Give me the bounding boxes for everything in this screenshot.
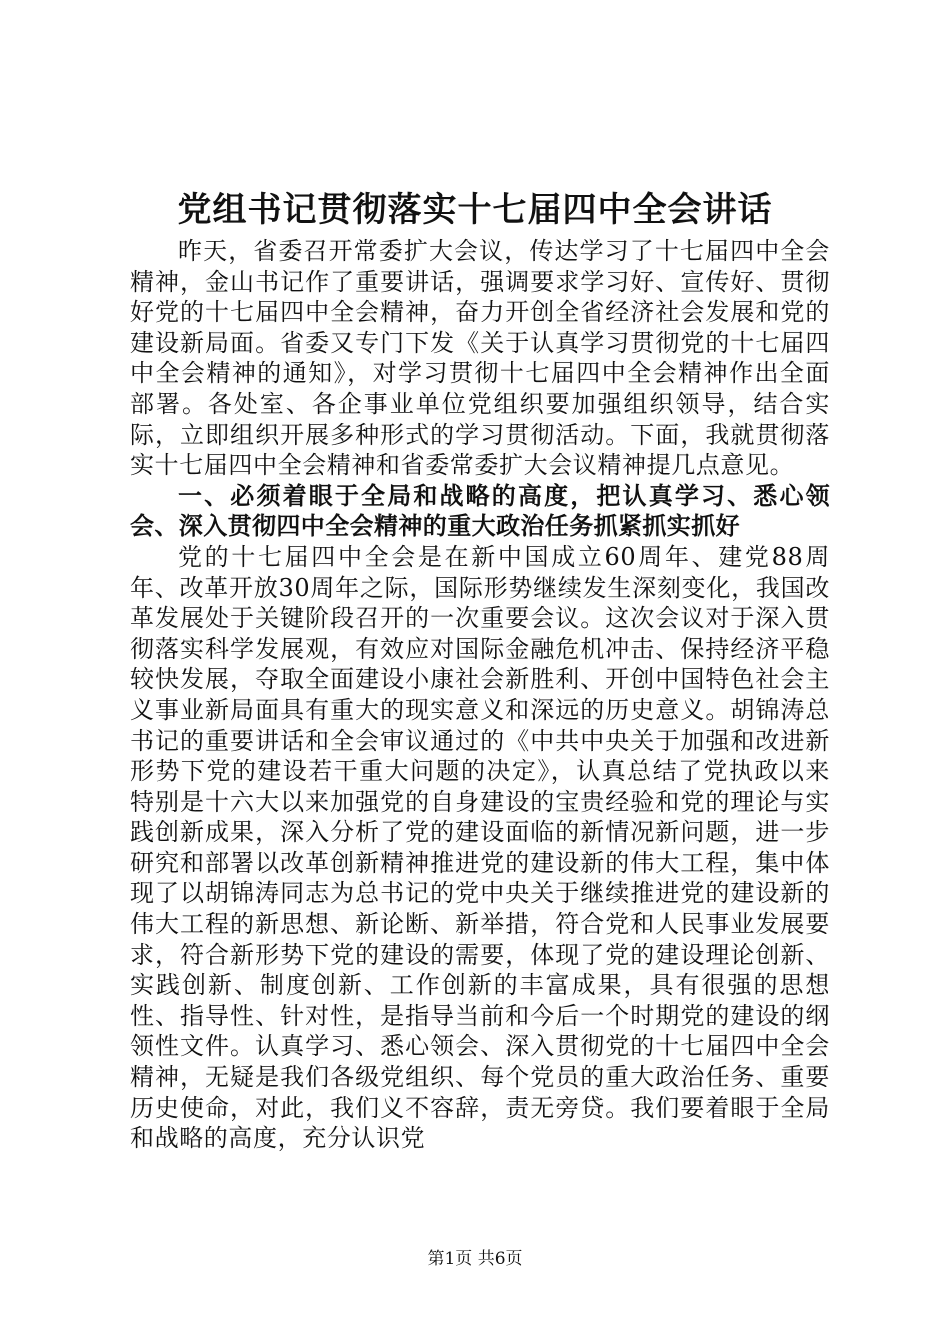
page-footer: 第1页 共6页 [427,1249,523,1269]
intro-paragraph: 昨天，省委召开常委扩大会议，传达学习了十七届四中全会精神，金山书记作了重要讲话，强调要求学习好、宣传好、贯彻好党的十七届四中全会精神，奋力开创全省经济社会发展和党的建设新局面。省委又专门下发《关于认真学习贯彻党的十七届四中全会精神的通知》，对学习贯彻十七届四中全会精神作出全面部署。各处室、各企事业单位党组织要加强组织领导，结合实际，立即组织开展多种形式的学习贯彻活动。下面，我就贯彻落实十七届四中全会精神和省委常委扩大会议精神提几点意见。 [130,237,830,480]
section-heading-1: 一、必须着眼于全局和战略的高度，把认真学习、悉心领会、深入贯彻四中全会精神的重大政治任务抓紧抓实抓好 [130,480,830,541]
section-1-paragraph: 党的十七届四中全会是在新中国成立60周年、建党88周年、改革开放30周年之际，国际形势继续发生深刻变化，我国改革发展处于关键阶段召开的一次重要会议。这次会议对于深入贯彻落实科学发展观，有效应对国际金融危机冲击、保持经济平稳较快发展，夺取全面建设小康社会新胜利、开创中国特色社会主义事业新局面具有重大的现实意义和深远的历史意义。胡锦涛总书记的重要讲话和全会审议通过的《中共中央关于加强和改进新形势下党的建设若干重大问题的决定》，认真总结了党执政以来特别是十六大以来加强党的自身建设的宝贵经验和党的理论与实践创新成果，深入分析了党的建设面临的新情况新问题，进一步研究和部署以改革创新精神推进党的建设新的伟大工程，集中体现了以胡锦涛同志为总书记的党中央关于继续推进党的建设新的伟大工程的新思想、新论断、新举措，符合党和人民事业发展要求，符合新形势下党的建设的需要，体现了党的建设理论创新、实践创新、制度创新、工作创新的丰富成果，具有很强的思想性、指导性、针对性，是指导当前和今后一个时期党的建设的纲领性文件。认真学习、悉心领会、深入贯彻党的十七届四中全会精神，无疑是我们各级党组织、每个党员的重大政治任务、重要历史使命，对此，我们义不容辞，责无旁贷。我们要着眼于全局和战略的高度，充分认识党 [130,542,830,1153]
document-body [130,236,830,1154]
document-title: 党组书记贯彻落实十七届四中全会讲话 [177,190,773,230]
